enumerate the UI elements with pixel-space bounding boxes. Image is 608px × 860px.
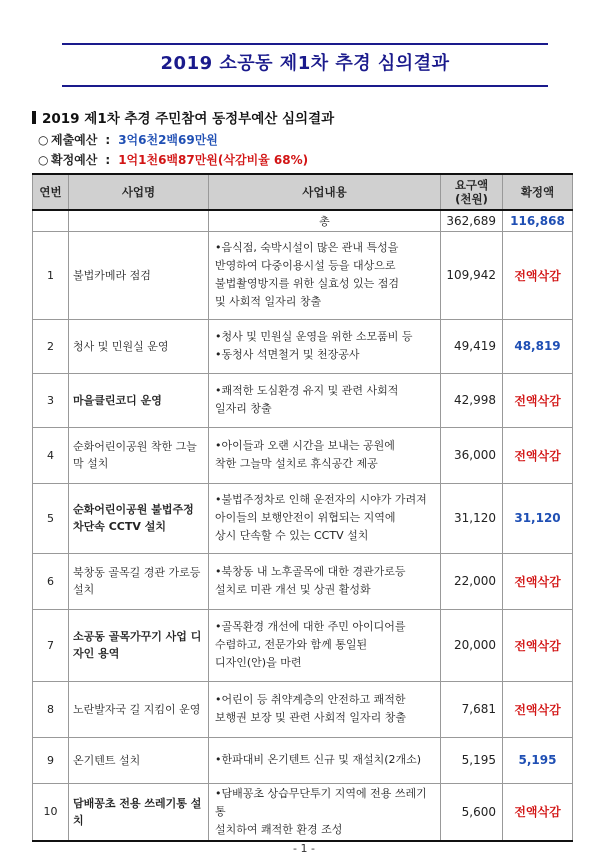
table-row bbox=[33, 427, 573, 483]
content-line: •골목환경 개선에 대한 주민 아이디어를 bbox=[215, 620, 406, 633]
content-line: 수렴하고, 전문가와 함께 통일된 bbox=[215, 638, 368, 651]
requested-amount: 109,942 bbox=[441, 231, 503, 319]
project-name: 순화어린이공원 불법주정차단속 CCTV 설치 bbox=[69, 483, 209, 553]
project-content bbox=[209, 553, 441, 609]
project-content bbox=[209, 231, 441, 319]
project-content bbox=[209, 609, 441, 681]
confirmed-amount: 전액삭감 bbox=[503, 783, 573, 841]
content-line: •동청사 석면철거 및 천장공사 bbox=[215, 348, 360, 361]
requested-amount: 31,120 bbox=[441, 483, 503, 553]
project-content bbox=[209, 319, 441, 373]
info-submitted-budget: ○ 제출예산 : 3억6천2백69만원 bbox=[38, 133, 218, 147]
table-row bbox=[33, 783, 573, 841]
confirmed-amount: 5,195 bbox=[503, 737, 573, 783]
row-number: 1 bbox=[33, 231, 69, 319]
confirmed-amount: 전액삭감 bbox=[503, 553, 573, 609]
project-name: 북창동 골목길 경관 가로등 설치 bbox=[69, 553, 209, 609]
total-confirmed: 116,868 bbox=[503, 210, 573, 231]
content-line: •쾌적한 도심환경 유지 및 관련 사회적 bbox=[215, 384, 399, 397]
title-block bbox=[62, 43, 548, 87]
table-row bbox=[33, 681, 573, 737]
content-line: •북창동 내 노후골목에 대한 경관가로등 bbox=[215, 565, 406, 578]
requested-amount: 49,419 bbox=[441, 319, 503, 373]
requested-amount: 7,681 bbox=[441, 681, 503, 737]
project-content bbox=[209, 373, 441, 427]
col-header-name: 사업명 bbox=[69, 174, 209, 210]
content-line: 설치로 미관 개선 및 상권 활성화 bbox=[215, 583, 371, 596]
col-header-requested: 요구액 (천원) bbox=[441, 174, 503, 210]
table-row bbox=[33, 319, 573, 373]
circle-bullet-icon: ○ bbox=[38, 153, 49, 167]
content-line: •아이들과 오랜 시간을 보내는 공원에 bbox=[215, 439, 395, 452]
project-content bbox=[209, 681, 441, 737]
confirmed-amount: 전액삭감 bbox=[503, 609, 573, 681]
content-line: •불법주정차로 인해 운전자의 시야가 가려져 bbox=[215, 493, 427, 506]
content-line: 상시 단속할 수 있는 CCTV 설치 bbox=[215, 529, 369, 542]
requested-amount: 5,600 bbox=[441, 783, 503, 841]
confirmed-amount: 전액삭감 bbox=[503, 373, 573, 427]
row-number: 9 bbox=[33, 737, 69, 783]
content-line: 착한 그늘막 설치로 휴식공간 제공 bbox=[215, 457, 378, 470]
table-row bbox=[33, 609, 573, 681]
page-title: 2019 소공동 제1차 추경 심의결과 bbox=[160, 53, 450, 74]
row-number: 6 bbox=[33, 553, 69, 609]
project-name: 소공동 골목가꾸기 사업 디자인 용역 bbox=[69, 609, 209, 681]
confirmed-amount: 전액삭감 bbox=[503, 681, 573, 737]
content-line: 불법촬영방지를 위한 실효성 있는 점검 bbox=[215, 277, 400, 290]
project-name: 청사 및 민원실 운영 bbox=[69, 319, 209, 373]
requested-amount: 20,000 bbox=[441, 609, 503, 681]
col-header-content: 사업내용 bbox=[209, 174, 441, 210]
project-name: 노란발자국 길 지킴이 운영 bbox=[69, 681, 209, 737]
row-number: 2 bbox=[33, 319, 69, 373]
requested-amount: 5,195 bbox=[441, 737, 503, 783]
table-row bbox=[33, 231, 573, 319]
info-label: 제출예산 bbox=[51, 133, 98, 147]
col-header-no: 연번 bbox=[33, 174, 69, 210]
section-marker-icon bbox=[32, 111, 36, 124]
content-line: 디자인(안)을 마련 bbox=[215, 656, 302, 669]
table-row bbox=[33, 483, 573, 553]
project-name: 담배꽁초 전용 쓰레기통 설치 bbox=[69, 783, 209, 841]
total-row bbox=[33, 210, 573, 231]
info-confirmed-budget: ○ 확정예산 : 1억1천6백87만원(삭감비율 68%) bbox=[38, 153, 309, 167]
table-row bbox=[33, 373, 573, 427]
row-number: 4 bbox=[33, 427, 69, 483]
confirmed-amount: 전액삭감 bbox=[503, 231, 573, 319]
project-name: 불법카메라 점검 bbox=[69, 231, 209, 319]
project-name: 순화어린이공원 착한 그늘막 설치 bbox=[69, 427, 209, 483]
circle-bullet-icon: ○ bbox=[38, 133, 49, 147]
confirmed-amount: 31,120 bbox=[503, 483, 573, 553]
project-content bbox=[209, 783, 441, 841]
content-line: 설치하여 쾌적한 환경 조성 bbox=[215, 822, 343, 836]
content-line: •담배꽁초 상습무단투기 지역에 전용 쓰레기통 bbox=[215, 786, 427, 818]
table-header-row bbox=[33, 174, 573, 210]
content-line: •청사 및 민원실 운영을 위한 소모품비 등 bbox=[215, 330, 413, 343]
page-number: - 1 - bbox=[293, 842, 315, 855]
content-line: 보행권 보장 및 관련 사회적 일자리 창출 bbox=[215, 711, 406, 724]
content-line: 아이들의 보행안전이 위협되는 지역에 bbox=[215, 511, 396, 524]
info-label: 확정예산 bbox=[51, 153, 98, 167]
content-line: •한파대비 온기텐트 신규 및 재설치(2개소) bbox=[215, 753, 422, 766]
requested-amount: 42,998 bbox=[441, 373, 503, 427]
project-content bbox=[209, 737, 441, 783]
project-name: 마을클린코디 운영 bbox=[69, 373, 209, 427]
section-heading bbox=[32, 107, 334, 127]
title-rule-top bbox=[62, 43, 548, 45]
project-content bbox=[209, 483, 441, 553]
table-row bbox=[33, 737, 573, 783]
requested-amount: 22,000 bbox=[441, 553, 503, 609]
table-row bbox=[33, 553, 573, 609]
content-line: 반영하여 다중이용시설 등을 대상으로 bbox=[215, 259, 396, 272]
content-line: 일자리 창출 bbox=[215, 402, 272, 415]
budget-table bbox=[32, 173, 573, 842]
row-number: 3 bbox=[33, 373, 69, 427]
title-rule-bottom bbox=[62, 85, 548, 87]
row-number: 8 bbox=[33, 681, 69, 737]
content-line: •음식점, 숙박시설이 많은 관내 특성을 bbox=[215, 241, 399, 254]
row-number: 7 bbox=[33, 609, 69, 681]
project-name: 온기텐트 설치 bbox=[69, 737, 209, 783]
project-content bbox=[209, 427, 441, 483]
requested-amount: 36,000 bbox=[441, 427, 503, 483]
content-line: •어린이 등 취약계층의 안전하고 쾌적한 bbox=[215, 693, 406, 706]
total-requested: 362,689 bbox=[441, 210, 503, 231]
info-value: 1억1천6백87만원(삭감비율 68%) bbox=[118, 153, 309, 167]
info-value: 3억6천2백69만원 bbox=[118, 133, 218, 147]
row-number: 10 bbox=[33, 783, 69, 841]
confirmed-amount: 전액삭감 bbox=[503, 427, 573, 483]
row-number: 5 bbox=[33, 483, 69, 553]
confirmed-amount: 48,819 bbox=[503, 319, 573, 373]
content-line: 및 사회적 일자리 창출 bbox=[215, 295, 322, 308]
total-label: 총 bbox=[209, 210, 441, 231]
col-header-confirmed: 확정액 bbox=[503, 174, 573, 210]
section-title: 2019 제1차 추경 주민참여 동정부예산 심의결과 bbox=[42, 111, 335, 127]
